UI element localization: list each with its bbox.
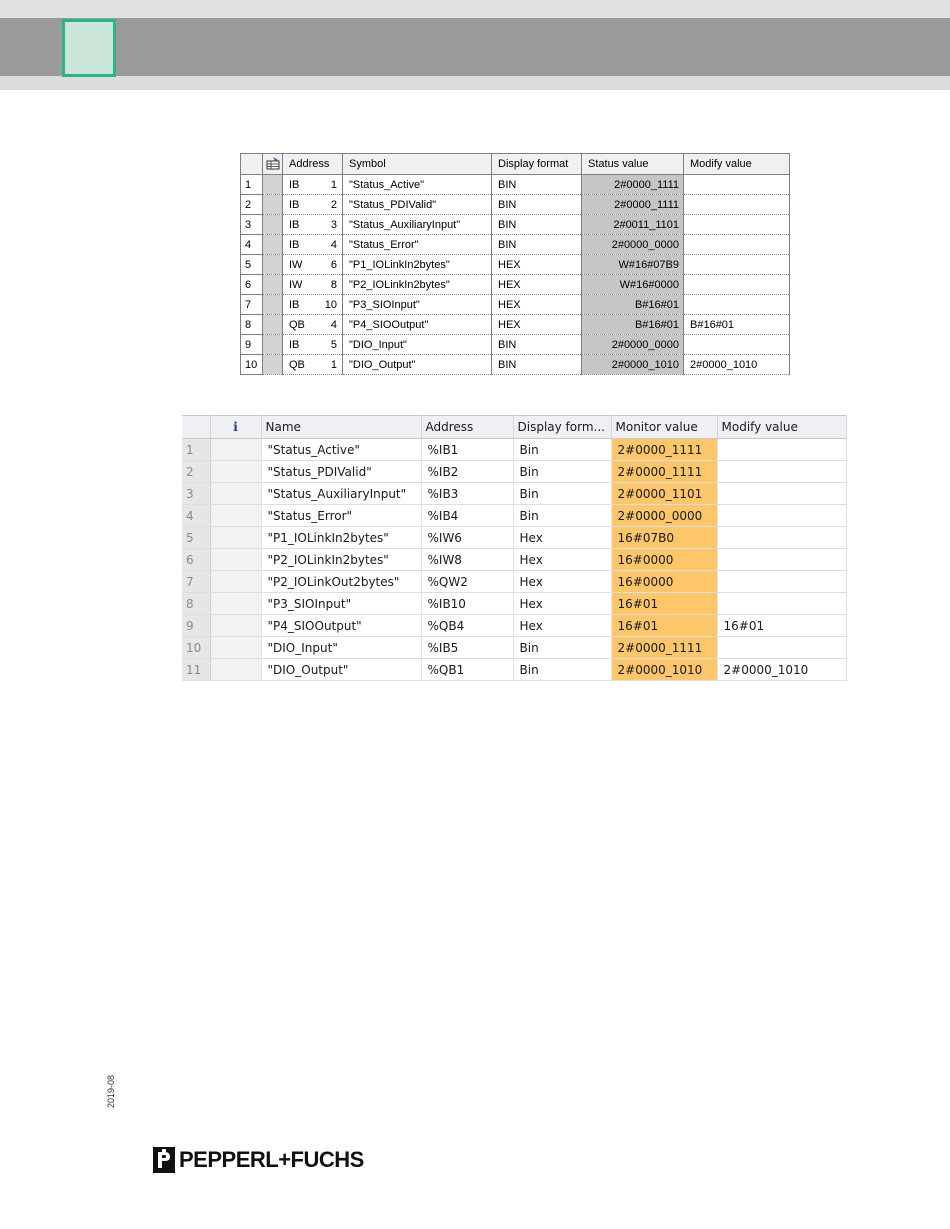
table2-header-modify-value[interactable]: Modify value — [717, 416, 846, 439]
table2-modify-cell[interactable] — [717, 593, 846, 615]
table2-info-cell — [210, 549, 261, 571]
table1-symbol-cell[interactable]: "P2_IOLinkIn2bytes" — [343, 275, 492, 295]
table2-address-cell[interactable]: %IB4 — [421, 505, 513, 527]
table2-format-cell[interactable]: Hex — [513, 527, 611, 549]
table2-row-number: 11 — [182, 659, 210, 681]
header-top-strip — [0, 0, 950, 18]
table1-header-modify-value[interactable]: Modify value — [684, 154, 790, 175]
table2-name-cell[interactable]: "Status_AuxiliaryInput" — [261, 483, 421, 505]
header-bottom-strip — [0, 76, 950, 90]
table2-format-cell[interactable]: Hex — [513, 615, 611, 637]
table1-row-number: 6 — [241, 275, 263, 295]
table1-row-number: 9 — [241, 335, 263, 355]
table1-symbol-cell[interactable]: "DIO_Output" — [343, 355, 492, 375]
table1-row[interactable] — [241, 275, 790, 295]
table1-flag-cell — [263, 255, 283, 275]
table1-status-cell: 2#0000_1111 — [582, 195, 684, 215]
table1-address-operand: QB — [289, 358, 305, 371]
table2-modify-cell[interactable]: 2#0000_1010 — [717, 659, 846, 681]
table1-row-number: 8 — [241, 315, 263, 335]
table2-row[interactable] — [182, 571, 846, 593]
table2-modify-cell[interactable]: 16#01 — [717, 615, 846, 637]
table1-modify-cell[interactable] — [684, 295, 790, 315]
table2-info-cell — [210, 439, 261, 461]
table1-row[interactable] — [241, 335, 790, 355]
table1-flag-cell — [263, 175, 283, 195]
table2-name-cell[interactable]: "DIO_Output" — [261, 659, 421, 681]
table1-format-cell[interactable]: BIN — [492, 215, 582, 235]
table2-modify-cell[interactable] — [717, 483, 846, 505]
table2-row-number: 5 — [182, 527, 210, 549]
table1-address-cell[interactable] — [283, 295, 343, 315]
table1-header-row — [241, 154, 790, 175]
table1-format-cell[interactable]: HEX — [492, 295, 582, 315]
table1-row[interactable] — [241, 295, 790, 315]
table1-flag-cell — [263, 275, 283, 295]
table2-address-cell[interactable]: %IB2 — [421, 461, 513, 483]
table1-address-operand: IB — [289, 238, 300, 251]
table1-corner-cell — [241, 154, 263, 175]
table2-row[interactable] — [182, 439, 846, 461]
table1-address-operand: IB — [289, 298, 300, 311]
table1-row-number: 10 — [241, 355, 263, 375]
table1-address-operand: IW — [289, 258, 303, 271]
table1-address-operand: IB — [289, 338, 300, 351]
table1-address-operand: IB — [289, 198, 300, 211]
table2-row-number: 3 — [182, 483, 210, 505]
table2-format-cell[interactable]: Hex — [513, 571, 611, 593]
document-date: 2019-08 — [106, 1074, 116, 1108]
table2-header-monitor-value[interactable]: Monitor value — [611, 416, 717, 439]
table1-status-cell: W#16#0000 — [582, 275, 684, 295]
table2-row[interactable] — [182, 483, 846, 505]
table2-row[interactable] — [182, 505, 846, 527]
table2-monitor-cell: 2#0000_1111 — [611, 461, 717, 483]
table2-modify-cell[interactable] — [717, 461, 846, 483]
table2-row-number: 2 — [182, 461, 210, 483]
table2-row-number: 8 — [182, 593, 210, 615]
table1-symbol-cell[interactable]: "Status_Error" — [343, 235, 492, 255]
table2-row-number: 9 — [182, 615, 210, 637]
table2-row-number: 6 — [182, 549, 210, 571]
table1-modify-cell[interactable] — [684, 335, 790, 355]
table1-address-number: 6 — [330, 258, 337, 271]
table1-address-number: 2 — [330, 198, 337, 211]
table1-address-operand: IW — [289, 278, 303, 291]
table1-row-number: 5 — [241, 255, 263, 275]
header-band — [0, 18, 950, 76]
table1-address-cell[interactable] — [283, 315, 343, 335]
table2-name-cell[interactable]: "P2_IOLinkIn2bytes" — [261, 549, 421, 571]
table1-address-number: 3 — [330, 218, 337, 231]
table1-format-cell[interactable]: BIN — [492, 355, 582, 375]
table1-address-cell[interactable] — [283, 255, 343, 275]
table2-row-number: 4 — [182, 505, 210, 527]
table1-modify-cell[interactable] — [684, 275, 790, 295]
table2-row-number: 1 — [182, 439, 210, 461]
table2-info-cell — [210, 593, 261, 615]
table1-format-cell[interactable]: BIN — [492, 175, 582, 195]
info-icon[interactable]: i — [210, 416, 261, 439]
table2-row-number: 10 — [182, 637, 210, 659]
table2-format-cell[interactable]: Bin — [513, 637, 611, 659]
table1-flag-cell — [263, 295, 283, 315]
table2-address-cell[interactable]: %IB3 — [421, 483, 513, 505]
table1-symbol-cell[interactable]: "Status_AuxiliaryInput" — [343, 215, 492, 235]
table1-edit-column-header[interactable] — [263, 154, 283, 175]
table1-address-cell[interactable] — [283, 335, 343, 355]
table1-address-cell[interactable] — [283, 215, 343, 235]
table1-row[interactable] — [241, 315, 790, 335]
table1-modify-cell[interactable]: 2#0000_1010 — [684, 355, 790, 375]
table2-info-cell — [210, 461, 261, 483]
table2-format-cell[interactable]: Bin — [513, 439, 611, 461]
table2-monitor-cell: 16#0000 — [611, 549, 717, 571]
table1-format-cell[interactable]: BIN — [492, 235, 582, 255]
table1-address-cell[interactable] — [283, 235, 343, 255]
table1-row[interactable] — [241, 195, 790, 215]
table1-flag-cell — [263, 315, 283, 335]
table1-row-number: 4 — [241, 235, 263, 255]
table2-info-cell — [210, 505, 261, 527]
table2-row-number: 7 — [182, 571, 210, 593]
table1-modify-cell[interactable] — [684, 175, 790, 195]
table2-address-cell[interactable]: %IB5 — [421, 637, 513, 659]
table2-name-cell[interactable]: "Status_Error" — [261, 505, 421, 527]
table2-modify-cell[interactable] — [717, 505, 846, 527]
table1-address-number: 4 — [330, 318, 337, 331]
table1-modify-cell[interactable] — [684, 215, 790, 235]
table2-address-cell[interactable]: %QB4 — [421, 615, 513, 637]
logo-mark-icon — [153, 1147, 175, 1173]
table1-status-cell: B#16#01 — [582, 315, 684, 335]
table2-name-cell[interactable]: "P2_IOLinkOut2bytes" — [261, 571, 421, 593]
table1-format-cell[interactable]: HEX — [492, 275, 582, 295]
table1-modify-cell[interactable] — [684, 195, 790, 215]
table2-modify-cell[interactable] — [717, 637, 846, 659]
table1-address-operand: QB — [289, 318, 305, 331]
edit-table-icon — [266, 156, 280, 170]
table2-row[interactable] — [182, 659, 846, 681]
table2-header-name[interactable]: Name — [261, 416, 421, 439]
table1-format-cell[interactable]: BIN — [492, 335, 582, 355]
table2-info-cell — [210, 527, 261, 549]
table2-address-cell[interactable]: %QW2 — [421, 571, 513, 593]
table1-flag-cell — [263, 335, 283, 355]
table1-row[interactable] — [241, 175, 790, 195]
table1-address-operand: IB — [289, 178, 300, 191]
table2-monitor-cell: 16#07B0 — [611, 527, 717, 549]
table2-modify-cell[interactable] — [717, 549, 846, 571]
table2-name-cell[interactable]: "DIO_Input" — [261, 637, 421, 659]
table1-address-number: 5 — [330, 338, 337, 351]
table1-row[interactable] — [241, 355, 790, 375]
table1-row[interactable] — [241, 255, 790, 275]
table1-header-address[interactable]: Address — [283, 154, 343, 175]
table1-symbol-cell[interactable]: "Status_Active" — [343, 175, 492, 195]
table2-address-cell[interactable]: %QB1 — [421, 659, 513, 681]
table2-monitor-cell: 16#01 — [611, 593, 717, 615]
table2-address-cell[interactable]: %IB10 — [421, 593, 513, 615]
table2-name-cell[interactable]: "P1_IOLinkIn2bytes" — [261, 527, 421, 549]
table2-monitor-cell: 2#0000_1010 — [611, 659, 717, 681]
table2-info-cell — [210, 659, 261, 681]
table2-format-cell[interactable]: Bin — [513, 483, 611, 505]
table1-row[interactable] — [241, 215, 790, 235]
table1-modify-cell[interactable]: B#16#01 — [684, 315, 790, 335]
table1-header-status-value[interactable]: Status value — [582, 154, 684, 175]
table1-modify-cell[interactable] — [684, 235, 790, 255]
table2-row[interactable] — [182, 615, 846, 637]
table1-status-cell: 2#0000_1111 — [582, 175, 684, 195]
table1-symbol-cell[interactable]: "DIO_Input" — [343, 335, 492, 355]
table2-name-cell[interactable]: "P3_SIOInput" — [261, 593, 421, 615]
logo-text: PEPPERL+FUCHS — [179, 1147, 364, 1172]
table2-monitor-cell: 16#0000 — [611, 571, 717, 593]
table1-flag-cell — [263, 355, 283, 375]
table1-format-cell[interactable]: HEX — [492, 315, 582, 335]
table2-row[interactable] — [182, 527, 846, 549]
table2-address-cell[interactable]: %IW8 — [421, 549, 513, 571]
table1-modify-cell[interactable] — [684, 255, 790, 275]
table2-monitor-cell: 2#0000_1111 — [611, 439, 717, 461]
table1-symbol-cell[interactable]: "P4_SIOOutput" — [343, 315, 492, 335]
table1-symbol-cell[interactable]: "P3_SIOInput" — [343, 295, 492, 315]
table1-status-cell: 2#0011_1101 — [582, 215, 684, 235]
table1-address-number: 1 — [330, 358, 337, 371]
table1-status-cell: 2#0000_0000 — [582, 335, 684, 355]
table2-format-cell[interactable]: Hex — [513, 549, 611, 571]
table1-flag-cell — [263, 195, 283, 215]
table2-row[interactable] — [182, 461, 846, 483]
tia-watch-table — [182, 415, 847, 681]
table1-row-number: 2 — [241, 195, 263, 215]
table2-format-cell[interactable]: Bin — [513, 505, 611, 527]
table1-address-number: 10 — [324, 298, 337, 311]
table2-name-cell[interactable]: "Status_PDIValid" — [261, 461, 421, 483]
table1-address-cell[interactable] — [283, 195, 343, 215]
table1-address-number: 4 — [330, 238, 337, 251]
table1-header-display-format[interactable]: Display format — [492, 154, 582, 175]
table2-info-cell — [210, 637, 261, 659]
table2-row[interactable] — [182, 637, 846, 659]
table2-corner-cell — [182, 416, 210, 439]
table2-address-cell[interactable]: %IB1 — [421, 439, 513, 461]
table2-info-cell — [210, 571, 261, 593]
table1-flag-cell — [263, 235, 283, 255]
table2-modify-cell[interactable] — [717, 571, 846, 593]
table2-header-display-format[interactable]: Display form... — [513, 416, 611, 439]
table2-monitor-cell: 2#0000_1101 — [611, 483, 717, 505]
table1-address-cell[interactable] — [283, 355, 343, 375]
table2-info-cell — [210, 483, 261, 505]
table1-row-number: 3 — [241, 215, 263, 235]
table2-header-row — [182, 416, 846, 439]
table1-format-cell[interactable]: HEX — [492, 255, 582, 275]
table2-monitor-cell: 2#0000_0000 — [611, 505, 717, 527]
table2-monitor-cell: 16#01 — [611, 615, 717, 637]
table2-modify-cell[interactable] — [717, 527, 846, 549]
table2-row[interactable] — [182, 549, 846, 571]
table1-status-cell: 2#0000_1010 — [582, 355, 684, 375]
table1-address-number: 8 — [330, 278, 337, 291]
table2-monitor-cell: 2#0000_1111 — [611, 637, 717, 659]
company-logo — [153, 1145, 364, 1175]
table1-flag-cell — [263, 215, 283, 235]
table2-row[interactable] — [182, 593, 846, 615]
table1-symbol-cell[interactable]: "Status_PDIValid" — [343, 195, 492, 215]
table1-status-cell: 2#0000_0000 — [582, 235, 684, 255]
table2-header-address[interactable]: Address — [421, 416, 513, 439]
table1-address-cell[interactable] — [283, 275, 343, 295]
table2-address-cell[interactable]: %IW6 — [421, 527, 513, 549]
table1-row[interactable] — [241, 235, 790, 255]
table1-symbol-cell[interactable]: "P1_IOLinkIn2bytes" — [343, 255, 492, 275]
table2-info-cell — [210, 615, 261, 637]
table2-format-cell[interactable]: Hex — [513, 593, 611, 615]
chapter-marker — [62, 19, 116, 77]
step7-variable-table — [240, 153, 790, 375]
table1-row-number: 1 — [241, 175, 263, 195]
table1-row-number: 7 — [241, 295, 263, 315]
table1-address-operand: IB — [289, 218, 300, 231]
table1-status-cell: W#16#07B9 — [582, 255, 684, 275]
table2-modify-cell[interactable] — [717, 439, 846, 461]
table2-format-cell[interactable]: Bin — [513, 461, 611, 483]
table1-format-cell[interactable]: BIN — [492, 195, 582, 215]
table1-address-cell[interactable] — [283, 175, 343, 195]
table2-name-cell[interactable]: "Status_Active" — [261, 439, 421, 461]
table2-format-cell[interactable]: Bin — [513, 659, 611, 681]
table1-status-cell: B#16#01 — [582, 295, 684, 315]
table1-address-number: 1 — [330, 178, 337, 191]
table1-header-symbol[interactable]: Symbol — [343, 154, 492, 175]
table2-name-cell[interactable]: "P4_SIOOutput" — [261, 615, 421, 637]
